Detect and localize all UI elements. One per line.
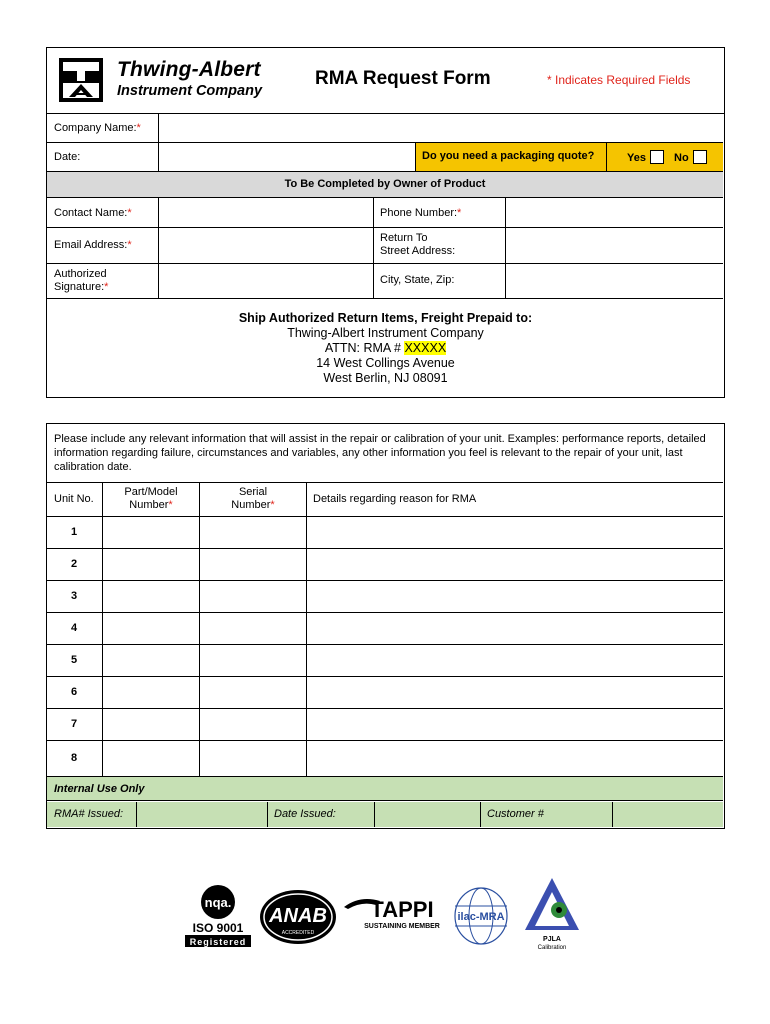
col-part-model-number: Part/Model Number* <box>124 486 178 511</box>
details-field[interactable] <box>307 581 723 612</box>
part-model-field[interactable] <box>103 549 199 580</box>
details-field[interactable] <box>307 677 723 708</box>
packaging-yes-checkbox[interactable] <box>650 150 664 164</box>
col-serial-number: Serial Number* <box>231 486 275 511</box>
rma-issued-label: RMA# Issued: <box>54 808 124 820</box>
required-fields-note: * Indicates Required Fields <box>547 73 691 87</box>
details-field[interactable] <box>307 645 723 676</box>
packaging-yes-option: Yes <box>627 150 664 165</box>
serial-number-field[interactable] <box>200 581 306 612</box>
serial-number-field[interactable] <box>200 677 306 708</box>
col-details: Details regarding reason for RMA <box>313 493 477 505</box>
city-state-zip-field[interactable] <box>506 264 723 298</box>
pjla-text: PJLA <box>543 936 561 943</box>
unit-row-number: 1 <box>70 526 78 538</box>
thwing-albert-logo-icon <box>59 58 103 102</box>
email-address-field[interactable] <box>159 228 373 263</box>
authorized-signature-field[interactable] <box>159 264 373 298</box>
part-model-field[interactable] <box>103 709 199 740</box>
serial-number-field[interactable] <box>200 613 306 644</box>
tappi-member-text: SUSTAINING MEMBER <box>364 923 440 930</box>
rma-number-placeholder: XXXXX <box>404 341 447 355</box>
phone-number-field[interactable] <box>506 198 723 227</box>
customer-number-label: Customer # <box>487 808 544 820</box>
details-field[interactable] <box>307 741 723 776</box>
company-logo-subtitle: Instrument Company <box>117 83 263 99</box>
part-model-field[interactable] <box>103 677 199 708</box>
rma-issued-field[interactable] <box>137 802 267 827</box>
iso9001-text: ISO 9001 <box>192 921 244 935</box>
internal-use-title: Internal Use Only <box>54 783 145 795</box>
part-model-field[interactable] <box>103 517 199 548</box>
pjla-calibration-text: Calibration <box>537 945 567 951</box>
contact-name-label: Contact Name:* <box>54 207 132 219</box>
email-address-label: Email Address:* <box>54 239 132 251</box>
unit-row-number: 8 <box>70 752 78 764</box>
form-header <box>46 47 725 114</box>
units-section <box>46 423 725 829</box>
packaging-no-checkbox[interactable] <box>693 150 707 164</box>
city-state-zip-label: City, State, Zip: <box>380 274 455 286</box>
pjla-logo <box>517 876 587 960</box>
ship-to-city: West Berlin, NJ 08091 <box>323 371 448 385</box>
tappi-text: TAPPI <box>370 897 434 922</box>
serial-number-field[interactable] <box>200 709 306 740</box>
ship-to-attn: ATTN: RMA # XXXXX <box>324 341 447 355</box>
details-field[interactable] <box>307 709 723 740</box>
company-logo-name: Thwing-Albert <box>117 58 261 81</box>
date-issued-field[interactable] <box>375 802 480 827</box>
anab-logo <box>258 888 338 946</box>
customer-number-field[interactable] <box>613 802 723 827</box>
nqa-logo-text: nqa. <box>204 895 232 910</box>
details-field[interactable] <box>307 549 723 580</box>
serial-number-field[interactable] <box>200 741 306 776</box>
return-street-label: Return To Street Address: <box>380 232 456 257</box>
company-name-label: Company Name:* <box>54 122 141 134</box>
details-field[interactable] <box>307 613 723 644</box>
nqa-iso9001-logo <box>182 884 254 948</box>
owner-section-heading: To Be Completed by Owner of Product <box>47 172 723 197</box>
authorized-signature-label: Authorized Signature:* <box>54 268 109 293</box>
details-field[interactable] <box>307 517 723 548</box>
packaging-quote-row <box>415 143 723 171</box>
date-issued-label: Date Issued: <box>274 808 336 820</box>
contact-section <box>46 113 725 398</box>
unit-row-number: 2 <box>70 558 78 570</box>
unit-row-number: 3 <box>70 590 78 602</box>
ilac-mra-text: ilac-MRA <box>457 911 505 923</box>
unit-row-number: 4 <box>70 622 78 634</box>
page-title: RMA Request Form <box>315 68 491 89</box>
ilac-mra-logo <box>452 886 510 946</box>
internal-use-row <box>47 802 723 827</box>
packaging-quote-question: Do you need a packaging quote? <box>422 150 595 162</box>
date-field[interactable] <box>159 143 415 171</box>
unit-row-number: 5 <box>70 654 78 666</box>
contact-name-field[interactable] <box>159 198 373 227</box>
units-instructions: Please include any relevant information that will assist in the repair or calibration of your unit. Examples: performance reports, detailed information regarding failure, circumstances and variables, any other information you feel is relevant to the repair of your unit, last calibration date. <box>54 433 706 473</box>
packaging-no-option: No <box>674 150 707 165</box>
serial-number-field[interactable] <box>200 549 306 580</box>
part-model-field[interactable] <box>103 645 199 676</box>
company-name-field[interactable] <box>159 114 723 142</box>
phone-number-label: Phone Number:* <box>380 207 462 219</box>
tappi-logo <box>340 893 445 943</box>
serial-number-field[interactable] <box>200 645 306 676</box>
internal-use-header <box>47 777 723 801</box>
date-label: Date: <box>54 151 81 163</box>
part-model-field[interactable] <box>103 581 199 612</box>
anab-text: ANAB <box>269 905 327 927</box>
ship-to-company: Thwing-Albert Instrument Company <box>287 326 484 340</box>
ship-to-heading: Ship Authorized Return Items, Freight Prepaid to: <box>238 311 533 325</box>
col-unit-no: Unit No. <box>54 493 94 505</box>
unit-row-number: 6 <box>70 686 78 698</box>
ship-to-street: 14 West Collings Avenue <box>316 356 455 370</box>
return-street-field[interactable] <box>506 228 723 263</box>
serial-number-field[interactable] <box>200 517 306 548</box>
registered-text: Registered <box>189 937 247 947</box>
anab-accredited-text: ACCREDITED <box>281 930 315 936</box>
part-model-field[interactable] <box>103 741 199 776</box>
unit-row-number: 7 <box>70 718 78 730</box>
part-model-field[interactable] <box>103 613 199 644</box>
